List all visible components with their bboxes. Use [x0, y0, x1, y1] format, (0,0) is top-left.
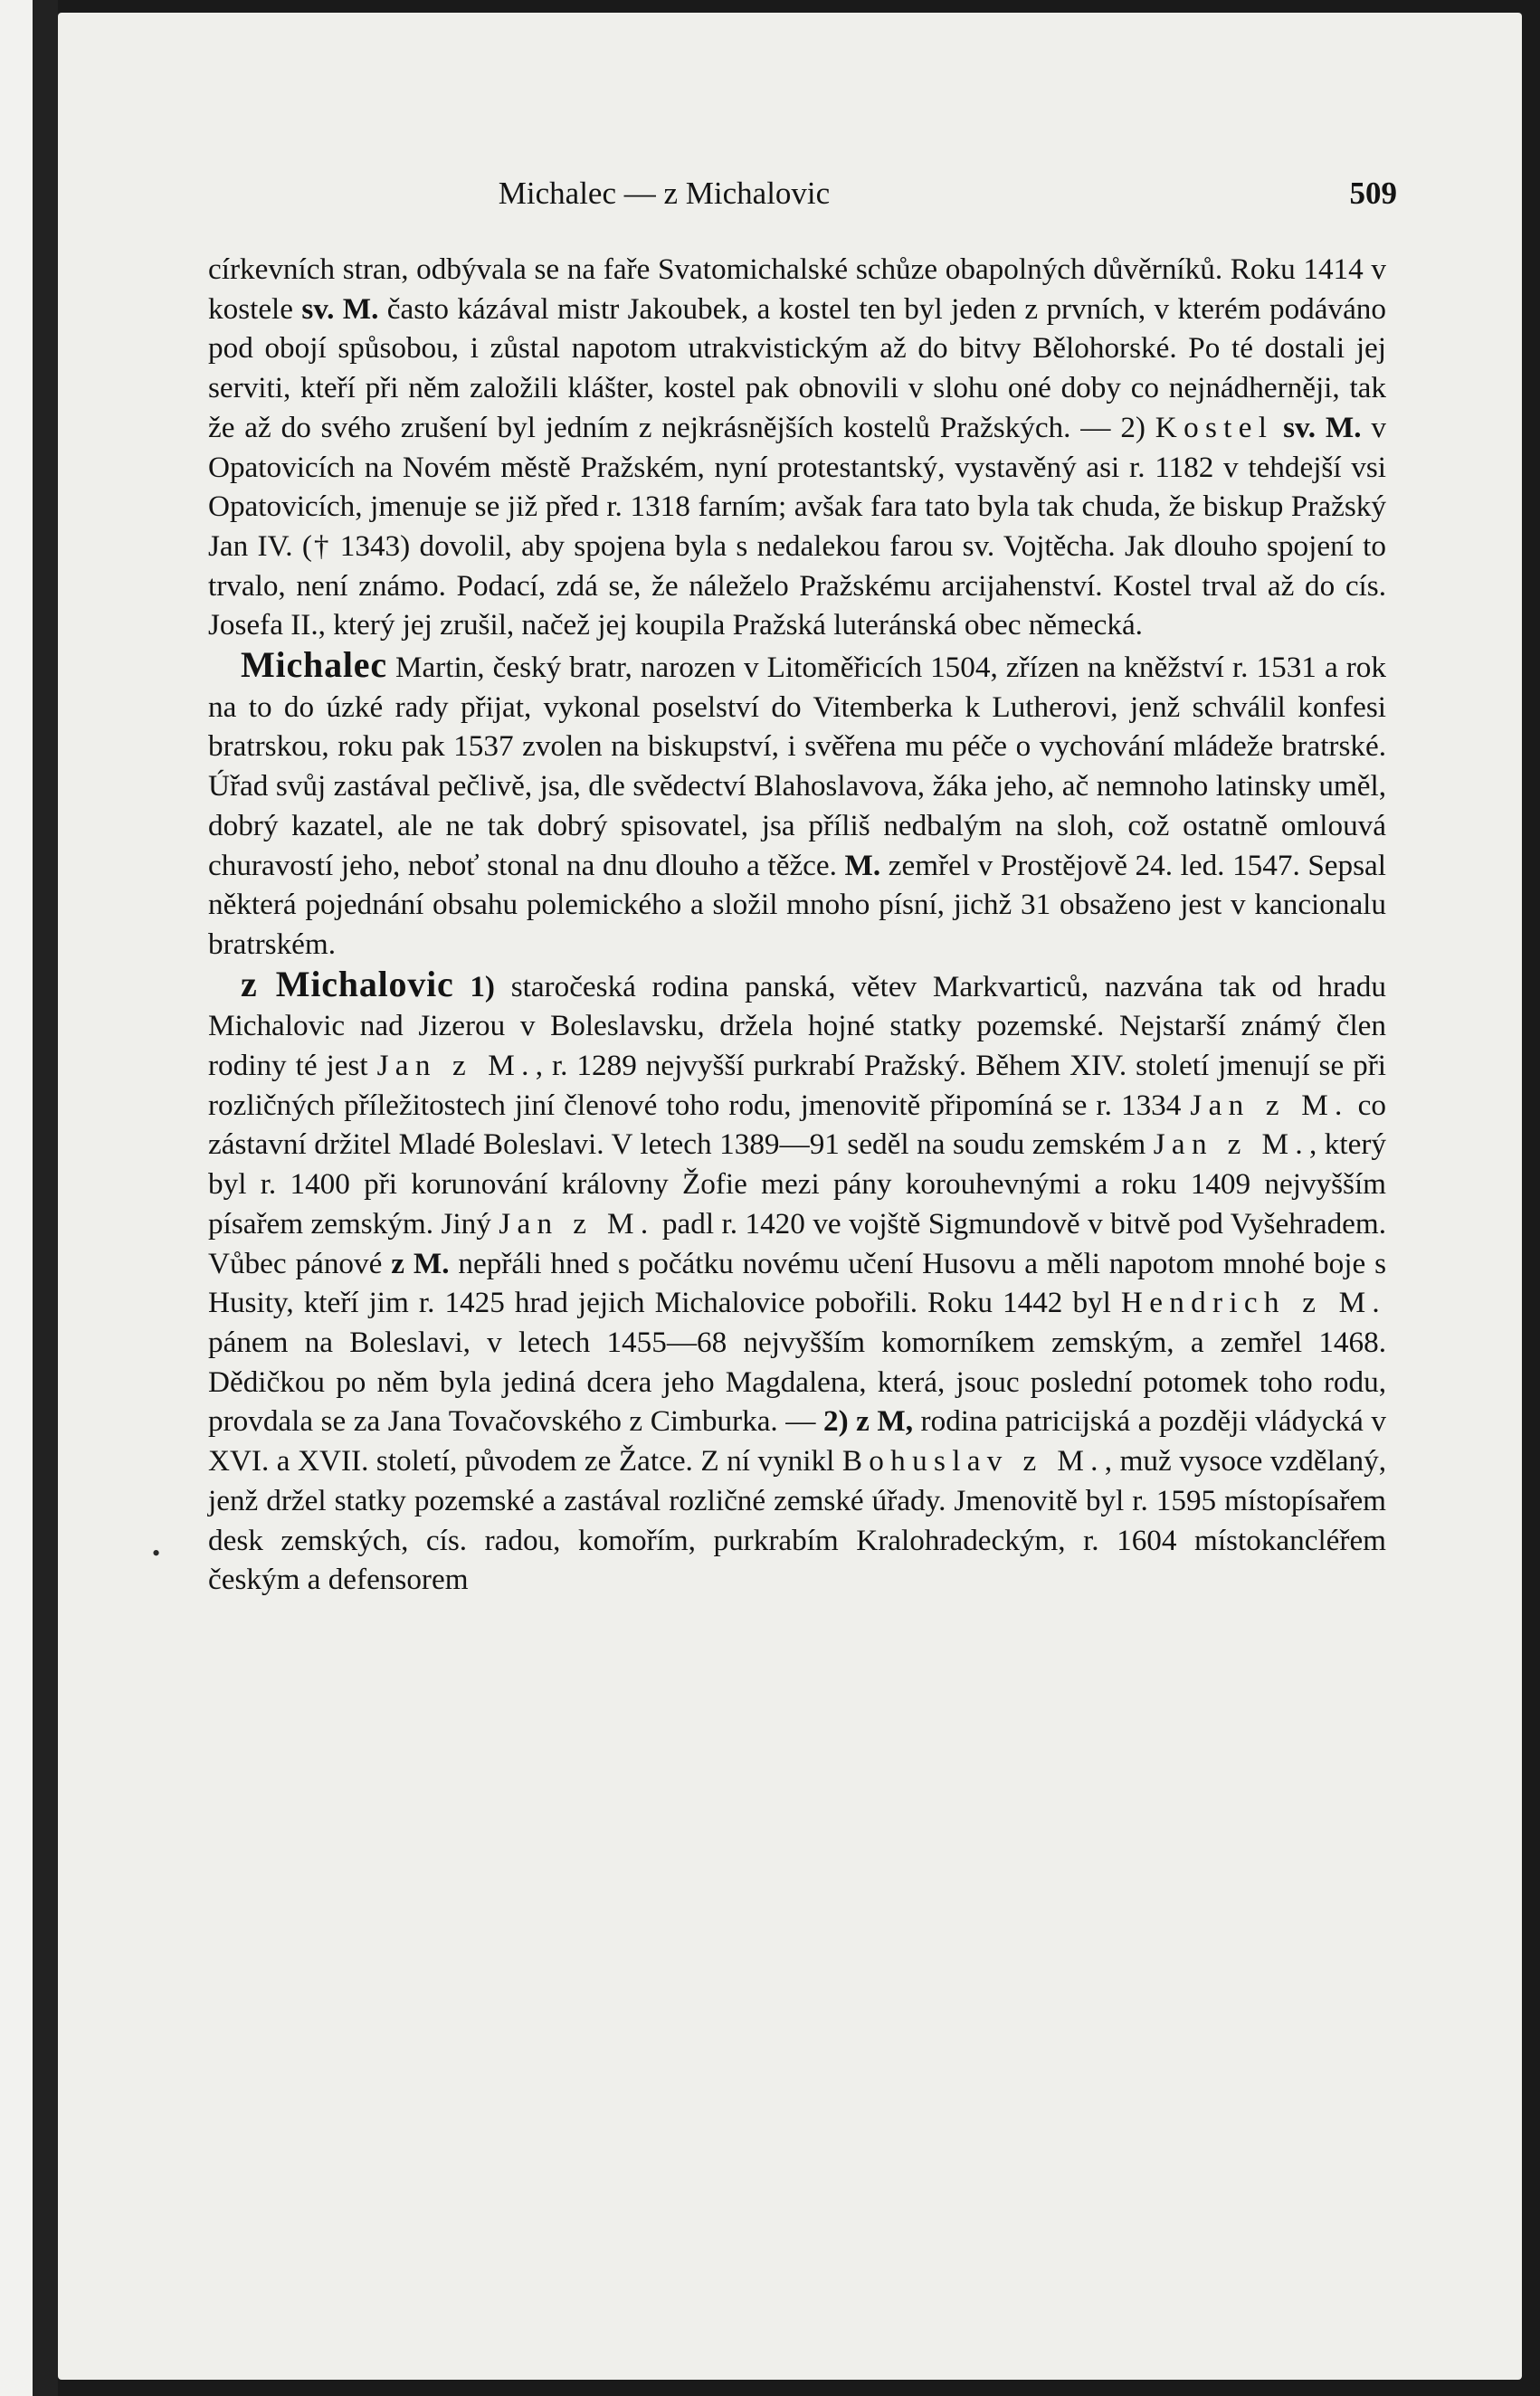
page-number: 509 — [1349, 176, 1397, 211]
text-run: zemřel v Prostějově 24. led. 1547. Sepsal některá pojednání obsahu polemického a složil mnoho písní, jichž 31 obsaženo jest v kancionalu bratrském. — [208, 848, 1386, 961]
text-run: rodina patricijská a později vládycká v XVI. a XVII. století, původem ze Žatce. Z ní vynikl — [208, 1404, 1386, 1478]
bold-abbrev: sv. M. — [301, 291, 379, 326]
adjacent-page-edge — [0, 0, 33, 2396]
text-run — [1273, 411, 1283, 444]
entry-headword: z Michalovic — [241, 963, 454, 1004]
bold-abbrev: M. — [844, 848, 881, 882]
text-run: staročeská rodina panská, větev Markvarticů, nazvána tak od hradu Michalovic nad Jizerou v Boleslavsku, držela hojné statky pozemské. Nejstarší známý člen rodiny té jest — [208, 969, 1386, 1083]
running-head — [58, 176, 1522, 221]
text-run: , muž vysoce vzdělaný, jenž držel statky pozemské a zastával rozličné zemské úřady. Jmenovitě byl r. 1595 místopísařem desk zemských, cís. radou, komořím, purkrabím Kralohradeckým, r. 1604 místokancléřem českým a defensorem — [208, 1444, 1387, 1597]
text-run: pánem na Boleslavi, v letech 1455—68 nejvyšším komorníkem zemským, a zemřel 1468. Dědičkou po něm byla jediná dcera jeho Magdalena, která, jsouc poslední potomek toho rodu, provdala se za Jana Tovačovského z Cimburka. — — [208, 1325, 1386, 1439]
bold-abbrev: z M. — [391, 1246, 450, 1280]
bold-abbrev: 2) z M, — [822, 1404, 914, 1439]
entry-michalec — [208, 645, 1386, 965]
bold-abbrev: sv. M. — [1283, 410, 1362, 444]
text-run: , který byl r. 1400 při korunování královny Žofie mezi pány korouhevnými a roku 1409 nejvyšším písařem zemským. Jiný — [208, 1127, 1386, 1241]
book-gutter — [33, 0, 58, 2396]
spaced-name: Jan z M. — [376, 1049, 536, 1083]
margin-mark: • — [152, 1540, 161, 1566]
book-page — [58, 13, 1522, 2380]
text-run: často kázával mistr Jakoubek, a kostel ten byl jeden z prvních, v kterém podáváno pod obojí spůsobou, i zůstal napotom utrakvistickým až do bitvy Bělohorské. Po té dostali jej serviti, kteří při něm založili klášter, kostel pak obnovili v slohu oné doby co nejnádherněji, tak že až do svého zrušení byl jedním z nejkrásnějších kostelů Pražských. — 2) — [208, 291, 1386, 444]
entry-headword: Michalec — [241, 644, 387, 686]
paragraph-kostel-sv-michala — [208, 250, 1386, 645]
spaced-name: Jan z M. — [1153, 1127, 1309, 1162]
running-head-title: Michalec — z Michalovic — [498, 176, 831, 211]
text-run: , r. 1289 nejvyšší purkrabí Pražský. Během XIV. století jmenují se při rozličných příležitostech jiní členové toho rodu, jmenovitě připomíná se r. 1334 — [208, 1049, 1386, 1122]
entry-z-michalovic — [208, 965, 1386, 1600]
spaced-name: Hendrich z M. — [1120, 1286, 1386, 1320]
text-run: padl r. 1420 ve vojště Sigmundově v bitvě pod Vyšehradem. Vůbec pánové — [208, 1206, 1386, 1280]
text-run: v Opatovicích na Novém městě Pražském, nyní protestantský, vystavěný asi r. 1182 v tehdejší vsi Opatovicích, jmenuje se již před r. 1318 farním; avšak fara tato byla tak chuda, že biskup Pražský Jan IV. († 1343) dovolil, aby spojena byla s nedalekou farou sv. Vojtěcha. Jak dlouho spojení to trvalo, není známo. Podací, zdá se, že náleželo Pražskému arcijahenství. Kostel trval až do cís. Josefa II., který jej zrušil, načež jej koupila Pražská luteránská obec německá. — [208, 410, 1386, 642]
spaced-name: Jan z M. — [499, 1206, 655, 1241]
spaced-name: Jan z M. — [1190, 1088, 1349, 1122]
spaced-term: Kostel — [1155, 410, 1274, 444]
body-text — [208, 250, 1386, 1600]
text-run: co zástavní držitel Mladé Boleslavi. V letech 1389—91 seděl na soudu zemském — [208, 1088, 1386, 1162]
text-run: církevních stran, odbývala se na faře Svatomichalské schůze obapolných důvěrníků. Roku 1414 v kostele — [208, 252, 1386, 326]
text-run: nepřáli hned s počátku novému učení Husovu a měli napotom mnohé boje s Husity, kteří jim r. 1425 hrad jejich Michalovice pobořili. Roku 1442 byl — [208, 1246, 1387, 1320]
entry-number: 1) — [453, 969, 495, 1003]
text-run: Martin, český bratr, narozen v Litoměřicích 1504, zřízen na kněžství r. 1531 a rok na to do úzké rady přijat, vykonal poselství do Vitemberka k Lutherovi, jenž schválil konfesi bratrskou, roku pak 1537 zvolen na biskupství, i svěřena mu péče o vychování mládeže bratrské. Úřad svůj zastával pečlivě, jsa, dle svědectví Blahoslavova, žáka jeho, ač nemnoho latinsky uměl, dobrý kazatel, ale ne tak dobrý spisovatel, jsa příliš nedbalým na sloh, což ostatně omlouvá churavostí jeho, neboť stonal na dnu dlouho a těžce. — [208, 651, 1386, 882]
spaced-name: Bohuslav z M. — [841, 1444, 1105, 1478]
